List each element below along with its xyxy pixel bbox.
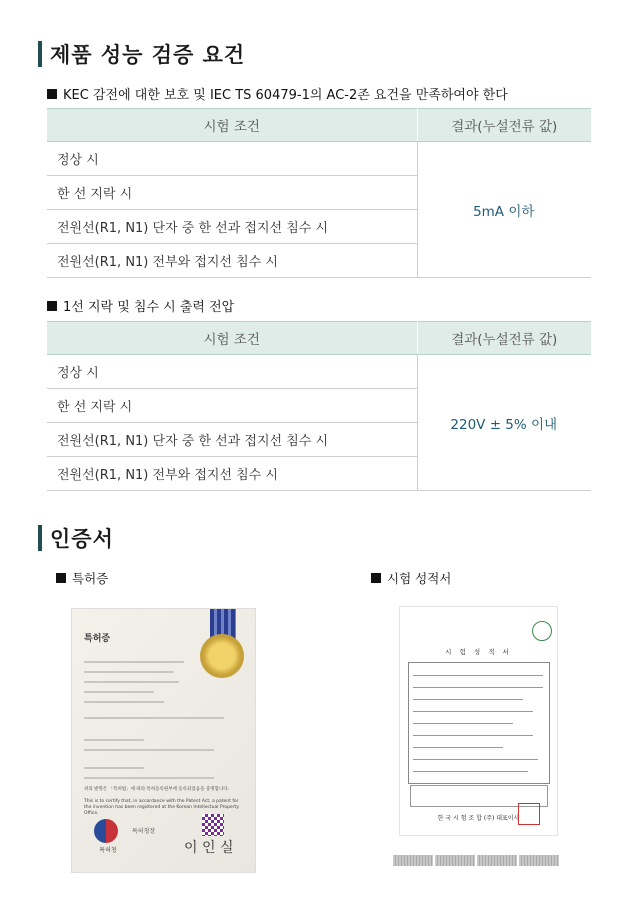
section-title-performance: [38, 40, 245, 68]
patent-statement-en: This is to certify that, in accordance with the Patent Act, a patent for the invention has been registered at the Korean Intellectual Property Office.: [84, 799, 239, 816]
square-bullet-icon: [371, 573, 381, 583]
square-bullet-icon: [47, 89, 57, 99]
condition-cell: 전원선(R1, N1) 단자 중 한 선과 접지선 침수 시: [47, 423, 417, 457]
patent-issuer: 특허청장: [132, 828, 156, 835]
table-line: [413, 723, 513, 724]
title-accent-bar: [38, 525, 42, 551]
red-seal-icon: [518, 803, 540, 825]
patent-label-text: 특허증: [72, 571, 109, 586]
table-line: [413, 699, 523, 700]
requirement-2-bullet: [47, 296, 234, 315]
page-thumbnail: [519, 855, 559, 866]
requirement-1-table: [47, 108, 591, 278]
text-line: [84, 661, 184, 663]
requirement-2-table: [47, 321, 591, 491]
square-bullet-icon: [56, 573, 66, 583]
page-thumbnail: [393, 855, 433, 866]
table-line: [413, 759, 538, 760]
result-cell: 220V ± 5% 이내: [417, 355, 591, 491]
table-line: [413, 687, 543, 688]
text-line: [84, 777, 214, 779]
kc-mark-icon: [532, 621, 552, 641]
patent-statement: 위의 발명은 「특허법」에 따라 특허등록원부에 등록되었음을 증명합니다.: [84, 787, 230, 792]
gold-seal-icon: [200, 634, 244, 678]
condition-cell: 정상 시: [47, 355, 417, 389]
page-thumbnail: [477, 855, 517, 866]
section-title-text: 인증서: [50, 527, 114, 551]
text-line: [84, 739, 144, 741]
text-line: [84, 717, 224, 719]
result-cell: 5mA 이하: [417, 142, 591, 278]
table-row: [47, 355, 591, 389]
table-header-row: [47, 109, 591, 142]
table-line: [413, 771, 528, 772]
patent-certificate-image: [71, 608, 256, 873]
header-result: 결과(누설전류 값): [417, 109, 591, 142]
text-line: [84, 749, 214, 751]
requirement-2-text: 1선 지락 및 침수 시 출력 전압: [63, 300, 235, 315]
report-footer: 한 국 시 험 조 합 (주) 대표이사: [437, 815, 520, 822]
qr-code-icon: [202, 814, 224, 836]
page-thumbnail: [435, 855, 475, 866]
header-result: 결과(누설전류 값): [417, 322, 591, 355]
text-line: [84, 767, 144, 769]
square-bullet-icon: [47, 301, 57, 311]
condition-cell: 전원선(R1, N1) 전부와 접지선 침수 시: [47, 457, 417, 491]
report-table: [408, 662, 550, 784]
table-line: [413, 735, 533, 736]
condition-cell: 한 선 지락 시: [47, 389, 417, 423]
section-title-text: 제품 성능 검증 요건: [50, 43, 246, 67]
header-test-condition: 시험 조건: [47, 109, 417, 142]
test-report-image: [399, 606, 558, 836]
section-title-certificates: [38, 524, 114, 552]
patent-org: 특허청: [99, 847, 117, 854]
text-line: [84, 681, 179, 683]
table-line: [413, 675, 543, 676]
report-title: 시 험 성 적 서: [445, 648, 512, 656]
title-accent-bar: [38, 41, 42, 67]
condition-cell: 정상 시: [47, 142, 417, 176]
header-test-condition: 시험 조건: [47, 322, 417, 355]
condition-cell: 전원선(R1, N1) 전부와 접지선 침수 시: [47, 244, 417, 278]
condition-cell: 한 선 지락 시: [47, 176, 417, 210]
table-header-row: [47, 322, 591, 355]
text-line: [84, 701, 164, 703]
patent-title: 특허증: [84, 634, 111, 644]
signature: 이 인 실: [184, 840, 234, 856]
text-line: [84, 691, 154, 693]
requirement-1-text: KEC 감전에 대한 보호 및 IEC TS 60479-1의 AC-2존 요건을 만족하여야 한다: [63, 88, 508, 103]
table-row: [47, 142, 591, 176]
table-line: [413, 747, 503, 748]
condition-cell: 전원선(R1, N1) 단자 중 한 선과 접지선 침수 시: [47, 210, 417, 244]
report-page-thumbnails: [393, 855, 559, 866]
report-label: [371, 569, 451, 587]
kipo-emblem-icon: [94, 819, 118, 843]
patent-label: [56, 569, 108, 587]
requirement-1-bullet: [47, 84, 508, 103]
report-label-text: 시험 성적서: [387, 571, 452, 586]
text-line: [84, 671, 174, 673]
table-line: [413, 711, 533, 712]
